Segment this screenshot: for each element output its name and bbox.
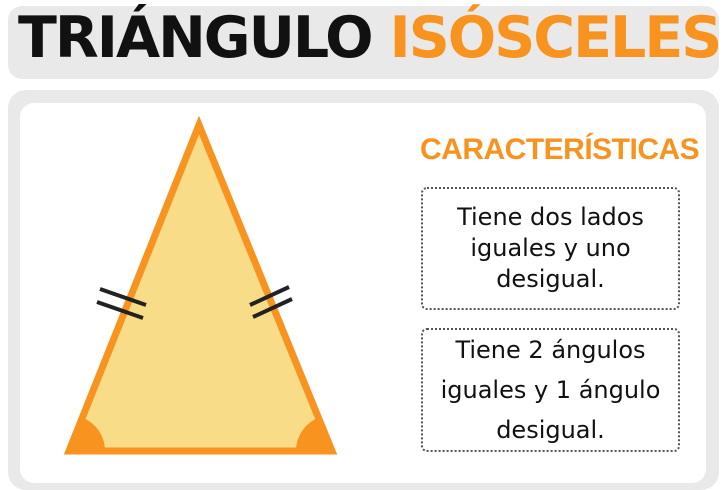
characteristic-card-angles: [421, 328, 680, 452]
title-word-triangulo: TRIÁNGULO: [18, 5, 372, 71]
characteristic-text-sides: Tiene dos lados iguales y uno desigual.: [457, 203, 644, 293]
characteristic-card-sides: [421, 187, 680, 310]
title-word-isosceles: ISÓSCELES: [389, 5, 721, 71]
triangle-shape: [69, 125, 332, 451]
characteristics-title: CARACTERÍSTICAS: [420, 133, 700, 166]
characteristic-text-angles: Tiene 2 ángulos iguales y 1 ángulo desigual.: [440, 336, 661, 444]
